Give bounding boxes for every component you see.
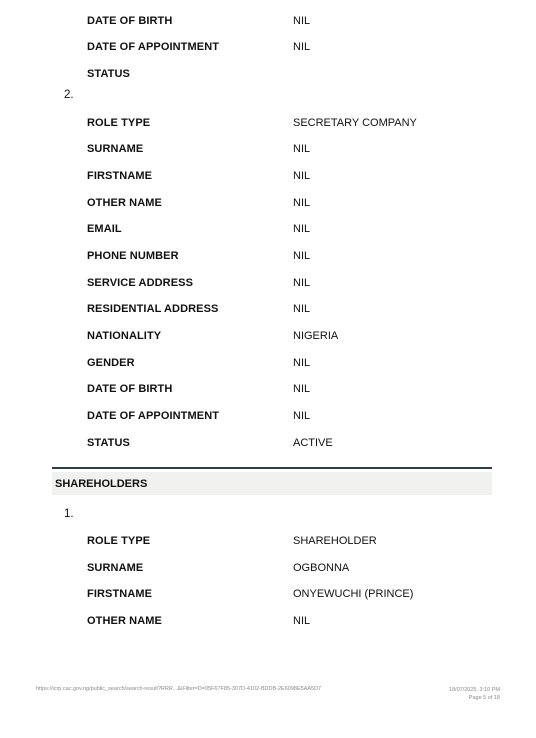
section-header-shareholders — [52, 472, 492, 495]
field-label: DATE OF BIRTH — [87, 15, 173, 27]
field-label: SERVICE ADDRESS — [87, 277, 194, 289]
field-row — [0, 197, 536, 213]
field-row — [0, 383, 536, 399]
footer-meta — [449, 686, 500, 702]
field-row — [0, 15, 536, 31]
field-row — [0, 117, 536, 133]
field-value: NIL — [293, 410, 311, 422]
field-value: NIL — [293, 170, 311, 182]
field-value: NIL — [293, 357, 311, 369]
field-value: NIL — [293, 383, 311, 395]
field-value: NIL — [293, 197, 311, 209]
field-row — [0, 615, 536, 631]
field-label: STATUS — [87, 68, 130, 80]
footer-datetime: 18/07/2025, 3:10 PM — [448, 687, 500, 693]
field-value: NIL — [293, 303, 311, 315]
field-label: NATIONALITY — [87, 330, 162, 342]
section-title: SHAREHOLDERS — [55, 478, 148, 490]
field-row — [0, 357, 536, 373]
field-label: OTHER NAME — [87, 197, 162, 209]
field-row — [0, 303, 536, 319]
field-value: ACTIVE — [293, 437, 333, 449]
field-value: SECRETARY COMPANY — [293, 117, 417, 129]
section-divider — [52, 467, 492, 469]
field-value: NIL — [293, 223, 311, 235]
field-label: RESIDENTIAL ADDRESS — [87, 303, 219, 315]
field-row — [0, 410, 536, 426]
entry-number: 1. — [64, 508, 74, 520]
footer-url: https://icrp.cac.gov.ng/public_search/search-result?RRR...&iFilter=D=05F67F85-307D-4102-BDDB-2E6098E5AA5D7 — [36, 686, 322, 692]
field-value: NIL — [293, 615, 311, 627]
entry-number: 2. — [64, 89, 74, 101]
field-row — [0, 535, 536, 551]
footer-page-number: Page 5 of 18 — [468, 695, 500, 701]
field-label: DATE OF APPOINTMENT — [87, 410, 220, 422]
field-label: SURNAME — [87, 143, 144, 155]
field-row — [0, 277, 536, 293]
field-label: ROLE TYPE — [87, 535, 151, 547]
field-label: PHONE NUMBER — [87, 250, 179, 262]
field-label: GENDER — [87, 357, 135, 369]
field-row — [0, 588, 536, 604]
field-value: NIL — [293, 277, 311, 289]
field-label: EMAIL — [87, 223, 122, 235]
field-label: DATE OF BIRTH — [87, 383, 173, 395]
field-row — [0, 170, 536, 186]
field-label: DATE OF APPOINTMENT — [87, 41, 220, 53]
field-row — [0, 562, 536, 578]
field-row — [0, 250, 536, 266]
field-value: NIL — [293, 143, 311, 155]
field-value: NIL — [293, 41, 311, 53]
field-row — [0, 437, 536, 453]
field-label: STATUS — [87, 437, 130, 449]
field-value: NIGERIA — [293, 330, 339, 342]
field-row — [0, 68, 536, 84]
field-value: SHAREHOLDER — [293, 535, 377, 547]
field-label: FIRSTNAME — [87, 170, 153, 182]
field-value: NIL — [293, 15, 311, 27]
field-label: ROLE TYPE — [87, 117, 151, 129]
field-label: FIRSTNAME — [87, 588, 153, 600]
field-row — [0, 330, 536, 346]
field-label: OTHER NAME — [87, 615, 162, 627]
field-row — [0, 143, 536, 159]
field-row — [0, 223, 536, 239]
field-label: SURNAME — [87, 562, 144, 574]
field-value: ONYEWUCHI (PRINCE) — [293, 588, 414, 600]
field-value: NIL — [293, 250, 311, 262]
field-row — [0, 41, 536, 57]
field-value: OGBONNA — [293, 562, 350, 574]
